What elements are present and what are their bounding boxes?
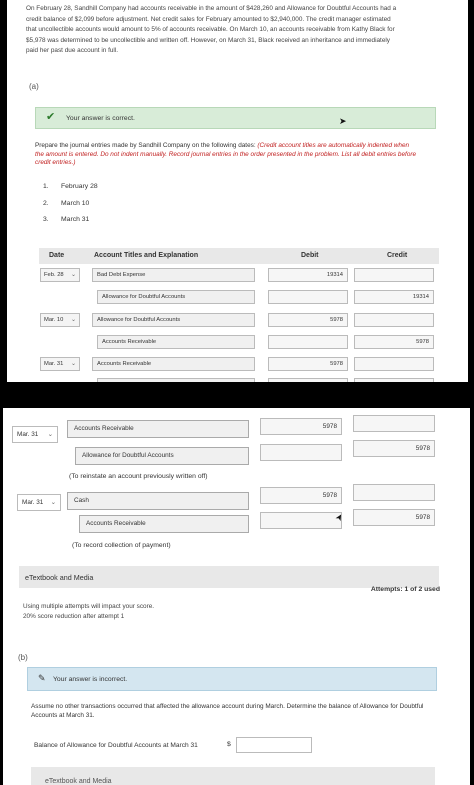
debit-input[interactable] [260, 444, 342, 461]
header-date: Date [49, 252, 65, 259]
bottom-panel [3, 408, 470, 785]
memo-text: (To reinstate an account previously written off) [69, 473, 208, 480]
incorrect-status-text: Your answer is incorrect. [53, 676, 128, 683]
debit-input[interactable]: 5978 [268, 313, 348, 327]
etextbook-media-bar[interactable] [19, 566, 439, 588]
credit-input[interactable] [354, 378, 434, 382]
account-input[interactable]: Accounts Receivable [97, 335, 255, 349]
instruction-note: (Credit account titles are automatically indented when [257, 142, 410, 149]
instructions [35, 142, 440, 168]
problem-line: paid her past due account in full. [26, 47, 119, 54]
correct-status-text: Your answer is correct. [66, 115, 135, 122]
part-a-label: (a) [29, 82, 39, 91]
credit-input[interactable] [354, 357, 434, 371]
credit-input[interactable]: 5978 [353, 440, 435, 457]
debit-input[interactable]: 5978 [268, 357, 348, 371]
debit-input[interactable] [268, 378, 348, 382]
problem-line: that uncollectible accounts would amount to 5% of accounts receivable. On March 10, an accounts receivable from Kathy Black for [26, 26, 395, 33]
account-input[interactable]: Accounts Receivable [67, 420, 249, 438]
part-b-label: (b) [18, 653, 28, 662]
credit-input[interactable]: 5978 [353, 509, 435, 526]
debit-input[interactable] [268, 290, 348, 304]
debit-input[interactable]: 5978 [260, 418, 342, 435]
account-input[interactable]: Bad Debt Expense [92, 268, 255, 282]
chevron-down-icon: ⌄ [70, 361, 76, 367]
credit-input[interactable]: 5978 [354, 335, 434, 349]
attempt-note: Using multiple attempts will impact your score. 20% score reduction after attempt 1 [23, 603, 155, 620]
check-icon: ✔ [46, 111, 56, 123]
date-select[interactable]: Mar. 31 ⌄ [40, 357, 80, 371]
etextbook-link[interactable]: eTextbook and Media [45, 778, 112, 785]
instruction-note: credit entries.) [35, 159, 76, 167]
date-select[interactable]: Feb. 28 ⌄ [40, 268, 80, 282]
journal-table-header [39, 248, 439, 264]
mouse-cursor-icon: ➤ [333, 511, 346, 524]
date-item: 1. February 28 [43, 183, 98, 190]
account-input[interactable]: Allowance for Doubtful Accounts [75, 447, 249, 465]
date-select[interactable]: Mar. 10 ⌄ [40, 313, 80, 327]
currency-symbol: $ [227, 741, 231, 748]
date-select[interactable]: Mar. 31 ⌄ [17, 494, 61, 511]
account-input[interactable]: Accounts Receivable [79, 515, 249, 533]
header-account: Account Titles and Explanation [94, 252, 199, 259]
dates-list [43, 183, 98, 233]
debit-input[interactable] [268, 335, 348, 349]
correct-banner [35, 107, 436, 129]
chevron-down-icon: ⌄ [70, 272, 76, 278]
problem-statement [26, 4, 451, 57]
instruction-note: the amount is entered. Do not indent manually. Record journal entries in the order presented in the problem. List all debit entries before [35, 150, 417, 158]
balance-label: Balance of Allowance for Doubtful Accounts at March 31 [34, 742, 198, 749]
date-item: 3. March 31 [43, 216, 90, 223]
header-debit: Debit [301, 252, 319, 259]
account-input[interactable]: Accounts Receivable [92, 357, 255, 371]
problem-line: On February 28, Sandhill Company had accounts receivable in the amount of $428,260 and Allowance for Doubtful Accounts had a [26, 5, 397, 12]
debit-input[interactable]: 5978 [260, 487, 342, 504]
etextbook-media-bar[interactable] [31, 767, 435, 785]
credit-input[interactable] [354, 313, 434, 327]
credit-input[interactable] [353, 484, 435, 501]
credit-input[interactable] [353, 415, 435, 432]
problem-line: credit balance of $2,099 before adjustment. Net credit sales for February amounted to $2,940,000. The credit manager estimated [26, 15, 391, 23]
top-panel [7, 0, 468, 382]
header-credit: Credit [387, 252, 408, 259]
date-item: 2. March 10 [43, 199, 90, 207]
account-input[interactable]: Cash [67, 492, 249, 510]
balance-input[interactable] [236, 737, 312, 753]
account-input[interactable]: Allowance for Doubtful Accounts [92, 313, 255, 327]
pencil-icon: ✎ [38, 673, 46, 683]
account-input[interactable] [97, 378, 255, 382]
date-select[interactable]: Mar. 31 ⌄ [12, 426, 58, 443]
debit-input[interactable]: 19314 [268, 268, 348, 282]
mouse-cursor-icon: ➤ [339, 116, 347, 126]
chevron-down-icon: ⌄ [70, 317, 76, 323]
credit-input[interactable] [354, 268, 434, 282]
debit-input[interactable] [260, 512, 342, 529]
memo-text: (To record collection of payment) [72, 542, 171, 549]
chevron-down-icon: ⌄ [47, 431, 53, 438]
part-b-question: Assume no other transactions occurred that affected the allowance account during March. Determine the balance of Allowance for Doubtful Accounts at March 31. [31, 703, 424, 720]
etextbook-link[interactable]: eTextbook and Media [25, 573, 94, 582]
chevron-down-icon: ⌄ [50, 499, 56, 506]
credit-input[interactable]: 19314 [354, 290, 434, 304]
instruction-text: Prepare the journal entries made by Sandhill Company on the following dates: [35, 142, 258, 149]
problem-line: $5,978 was determined to be uncollectible and written off. However, on March 31, Black received an inheritance and immediately [26, 36, 390, 44]
account-input[interactable]: Allowance for Doubtful Accounts [97, 290, 255, 304]
incorrect-banner [27, 667, 437, 691]
attempts-counter: Attempts: 1 of 2 used [370, 586, 440, 593]
